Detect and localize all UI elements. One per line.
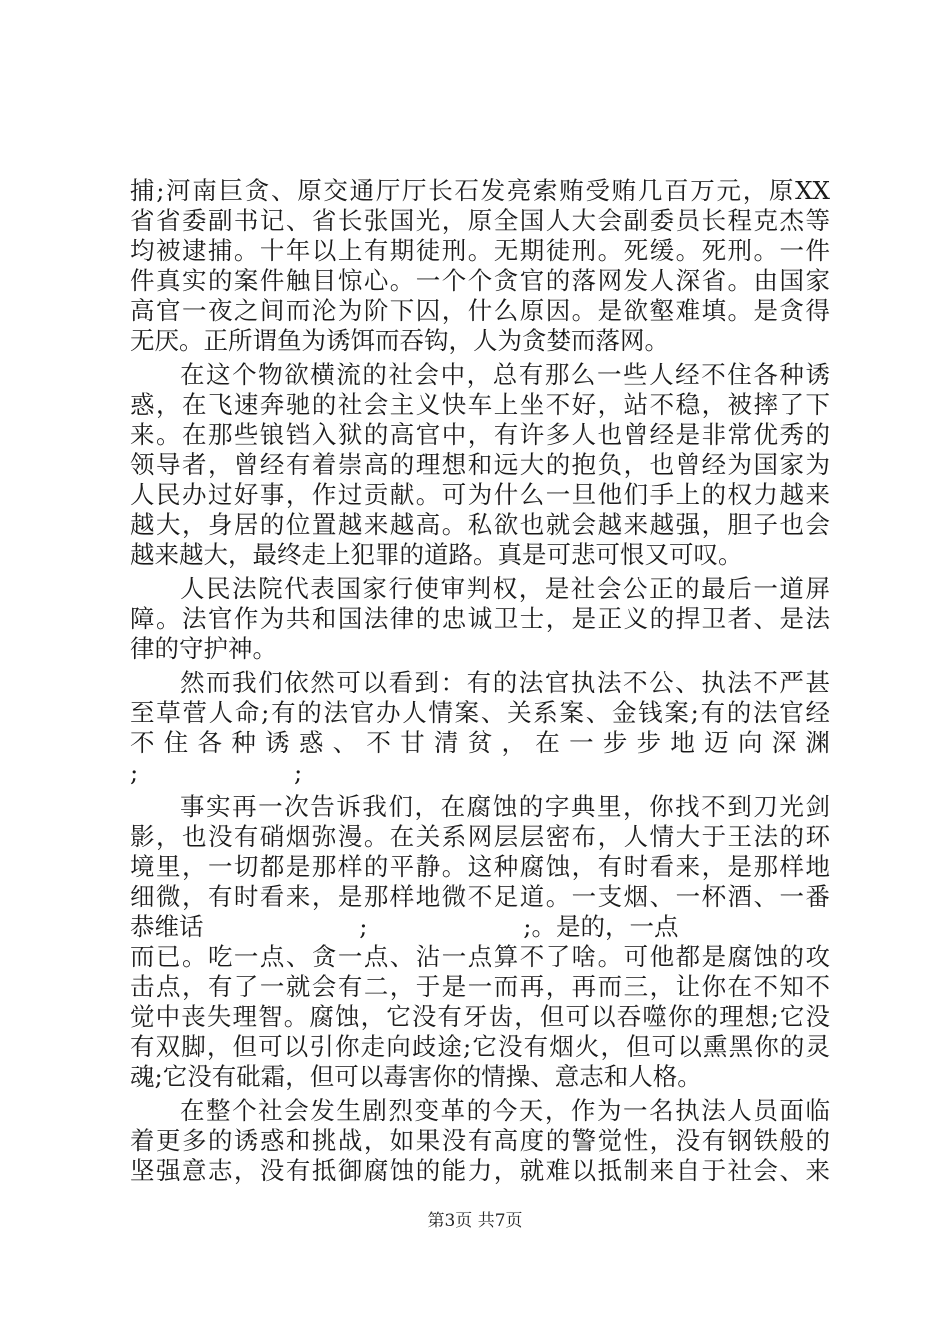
text-line: 高官一夜之间而沦为阶下囚，什么原因。是欲壑难填。是贪得	[130, 296, 830, 325]
page-number-footer: 第3页 共7页	[427, 1211, 523, 1231]
document-body	[130, 176, 830, 1186]
text-line: 不住各种诱惑、不甘清贫，在一步步地迈向深渊	[130, 728, 830, 757]
paragraph-first-line: 然而我们依然可以看到：有的法官执法不公、执法不严甚	[180, 668, 830, 697]
text-line: 律的守护神。	[130, 634, 277, 663]
text-line: 省省委副书记、省长张国光，原全国人大会副委员长程克杰等	[130, 206, 830, 235]
paragraph-first-line: 人民法院代表国家行使审判权，是社会公正的最后一道屏	[180, 574, 830, 603]
text-line: 着更多的诱惑和挑战，如果没有高度的警觉性，没有钢铁般的	[130, 1126, 830, 1155]
text-line: 细微，有时看来，是那样地微不足道。一支烟、一杯酒、一番	[130, 882, 830, 911]
text-line: 恭维话 ; ;。是的，一点	[130, 912, 679, 941]
paragraph-first-line: 在整个社会发生剧烈变革的今天，作为一名执法人员面临	[180, 1096, 830, 1125]
text-line: 坚强意志，没有抵御腐蚀的能力，就难以抵制来自于社会、来	[130, 1156, 830, 1185]
text-line: 领导者，曾经有着崇高的理想和远大的抱负，也曾经为国家为	[130, 450, 830, 479]
text-line: 境里，一切都是那样的平静。这种腐蚀，有时看来，是那样地	[130, 852, 830, 881]
text-line: 障。法官作为共和国法律的忠诚卫士，是正义的捍卫者、是法	[130, 604, 830, 633]
text-line: 人民办过好事，作过贡献。可为什么一旦他们手上的权力越来	[130, 480, 830, 509]
text-line: 无厌。正所谓鱼为诱饵而吞钩，人为贪婪而落网。	[130, 326, 669, 355]
paragraph-first-line: 在这个物欲横流的社会中，总有那么一些人经不住各种诱	[180, 360, 830, 389]
text-line: 均被逮捕。十年以上有期徒刑。无期徒刑。死缓。死刑。一件	[130, 236, 830, 265]
paragraph-first-line: 事实再一次告诉我们，在腐蚀的字典里，你找不到刀光剑	[180, 792, 830, 821]
text-line: 而已。吃一点、贪一点、沾一点算不了啥。可他都是腐蚀的攻	[130, 942, 830, 971]
text-line: 捕;河南巨贪、原交通厅厅长石发亮索贿受贿几百万元，原XX	[130, 176, 830, 205]
text-line: 件真实的案件触目惊心。一个个贪官的落网发人深省。由国家	[130, 266, 830, 295]
text-line: 至草菅人命;有的法官办人情案、关系案、金钱案;有的法官经	[130, 698, 830, 727]
text-line: ; ;	[130, 758, 303, 787]
text-line: 越来越大，最终走上犯罪的道路。真是可悲可恨又可叹。	[130, 540, 743, 569]
text-line: 越大，身居的位置越来越高。私欲也就会越来越强，胆子也会	[130, 510, 830, 539]
text-line: 觉中丧失理智。腐蚀，它没有牙齿，但可以吞噬你的理想;它没	[130, 1002, 830, 1031]
text-line: 来。在那些锒铛入狱的高官中，有许多人也曾经是非常优秀的	[130, 420, 830, 449]
text-line: 击点，有了一就会有二，于是一而再，再而三，让你在不知不	[130, 972, 830, 1001]
text-line: 魂;它没有砒霜，但可以毒害你的情操、意志和人格。	[130, 1062, 702, 1091]
text-line: 有双脚，但可以引你走向歧途;它没有烟火，但可以熏黑你的灵	[130, 1032, 830, 1061]
text-line: 惑，在飞速奔驰的社会主义快车上坐不好，站不稳，被摔了下	[130, 390, 830, 419]
text-line: 影，也没有硝烟弥漫。在关系网层层密布，人情大于王法的环	[130, 822, 830, 851]
